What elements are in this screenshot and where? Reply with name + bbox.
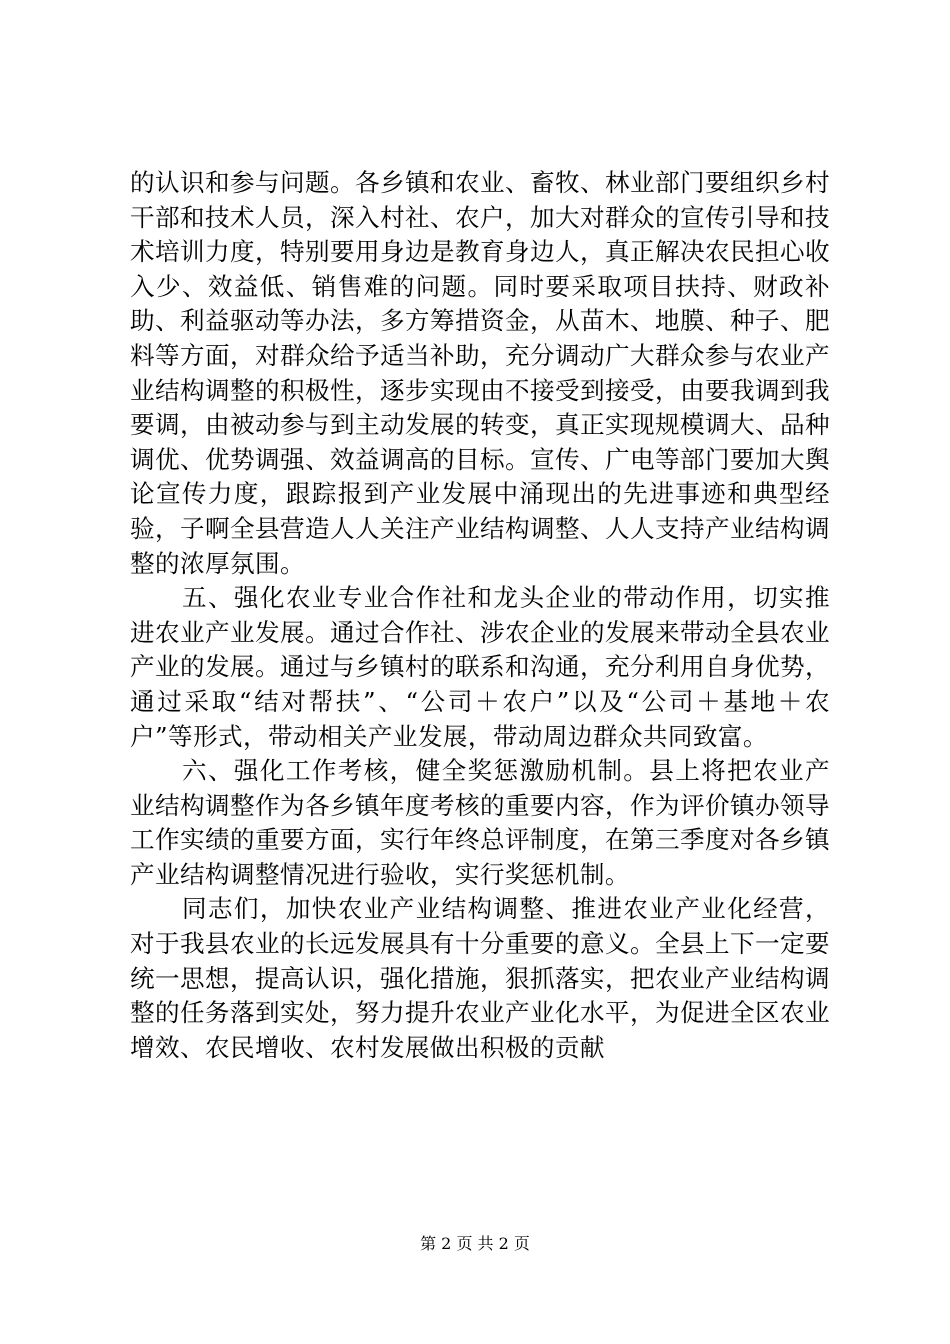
page-number-footer: 第 2 页 共 2 页 [420,1234,530,1253]
paragraph-3: 六、强化工作考核，健全奖惩激励机制。县上将把农业产业结构调整作为各乡镇年度考核的重要内容，作为评价镇办领导工作实绩的重要方面，实行年终总评制度，在第三季度对各乡镇产业结构调整情况进行验收，实行奖惩机制。 [130,756,830,889]
paragraph-1: 的认识和参与问题。各乡镇和农业、畜牧、林业部门要组织乡村干部和技术人员，深入村社、农户，加大对群众的宣传引导和技术培训力度，特别要用身边是教育身边人，真正解决农民担心收入少、效益低、销售难的问题。同时要采取项目扶持、财政补助、利益驱动等办法，多方筹措资金，从苗木、地膜、种子、肥料等方面，对群众给予适当补助，充分调动广大群众参与农业产业结构调整的积极性，逐步实现由不接受到接受，由要我调到我要调，由被动参与到主动发展的转变，真正实现规模调大、品种调优、优势调强、效益调高的目标。宣传、广电等部门要加大舆论宣传力度，跟踪报到产业发展中涌现出的先进事迹和典型经验，子啊全县营造人人关注产业结构调整、人人支持产业结构调整的浓厚氛围。 [130,168,830,578]
paragraph-4: 同志们，加快农业产业结构调整、推进农业产业化经营，对于我县农业的长远发展具有十分重要的意义。全县上下一定要统一思想，提高认识，强化措施，狠抓落实，把农业产业结构调整的任务落到实处，努力提升农业产业化水平，为促进全区农业增效、农民增收、农村发展做出积极的贡献 [130,894,830,1062]
document-body [130,166,830,1065]
paragraph-2: 五、强化农业专业合作社和龙头企业的带动作用，切实推进农业产业发展。通过合作社、涉农企业的发展来带动全县农业产业的发展。通过与乡镇村的联系和沟通，充分利用自身优势，通过采取“结对帮扶”、“公司＋农户”以及“公司＋基地＋农户”等形式，带动相关产业发展，带动周边群众共同致富。 [130,583,830,751]
